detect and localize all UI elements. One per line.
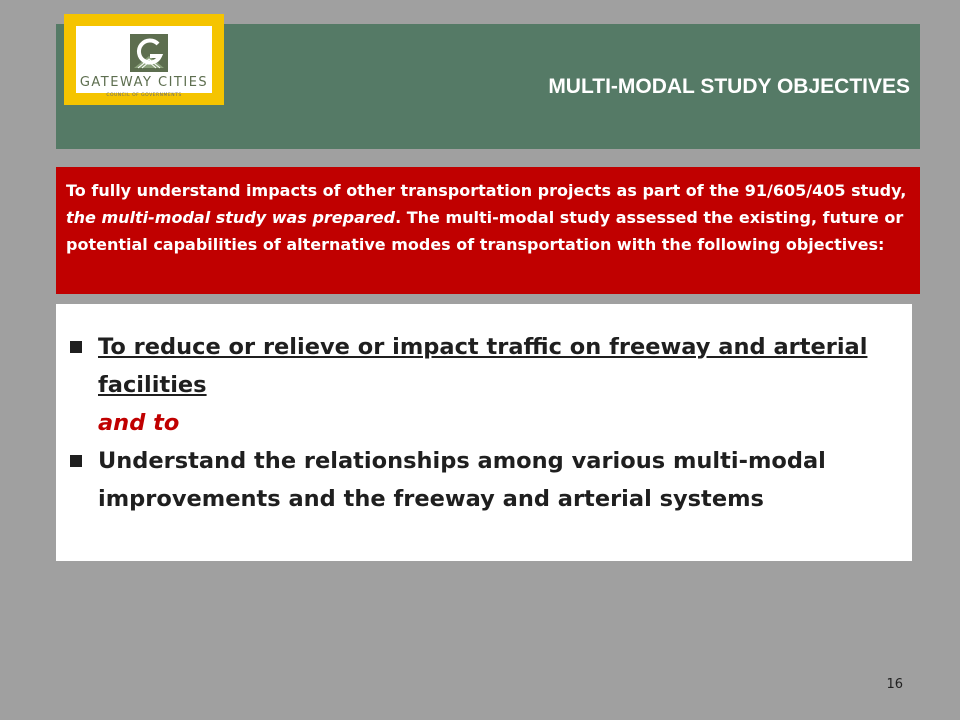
intro-text-part2: . The multi-modal study assessed the existing, future or potential capabilities of alternative modes of transportation with the following objectives: [66,208,904,254]
square-bullet-icon [70,341,82,353]
logo [64,14,224,105]
objective-connector: and to [98,410,180,436]
page-number: 16 [886,677,903,692]
objective-2-text: Understand the relationships among various multi-modal improvements and the freeway and arterial systems [98,448,826,512]
intro-box [56,167,920,294]
gateway-cities-logo-icon [130,34,168,72]
square-bullet-icon [70,455,82,467]
slide-title: MULTI-MODAL STUDY OBJECTIVES [548,75,910,98]
logo-background [76,26,212,98]
intro-text-part1: To fully understand impacts of other transportation projects as part of the 91/605/405 study, [66,181,907,200]
logo-name: GATEWAY CITIES [79,75,209,90]
objectives-box [56,304,912,561]
objective-item-2 [70,442,896,518]
objective-1-text: To reduce or relieve or impact traffic on freeway and arterial facilities [98,334,868,398]
logo-subtitle: COUNCIL OF GOVERNMENTS [106,93,182,98]
objective-item-1 [70,328,896,404]
intro-text-italic: the multi-modal study was prepared [66,208,396,227]
